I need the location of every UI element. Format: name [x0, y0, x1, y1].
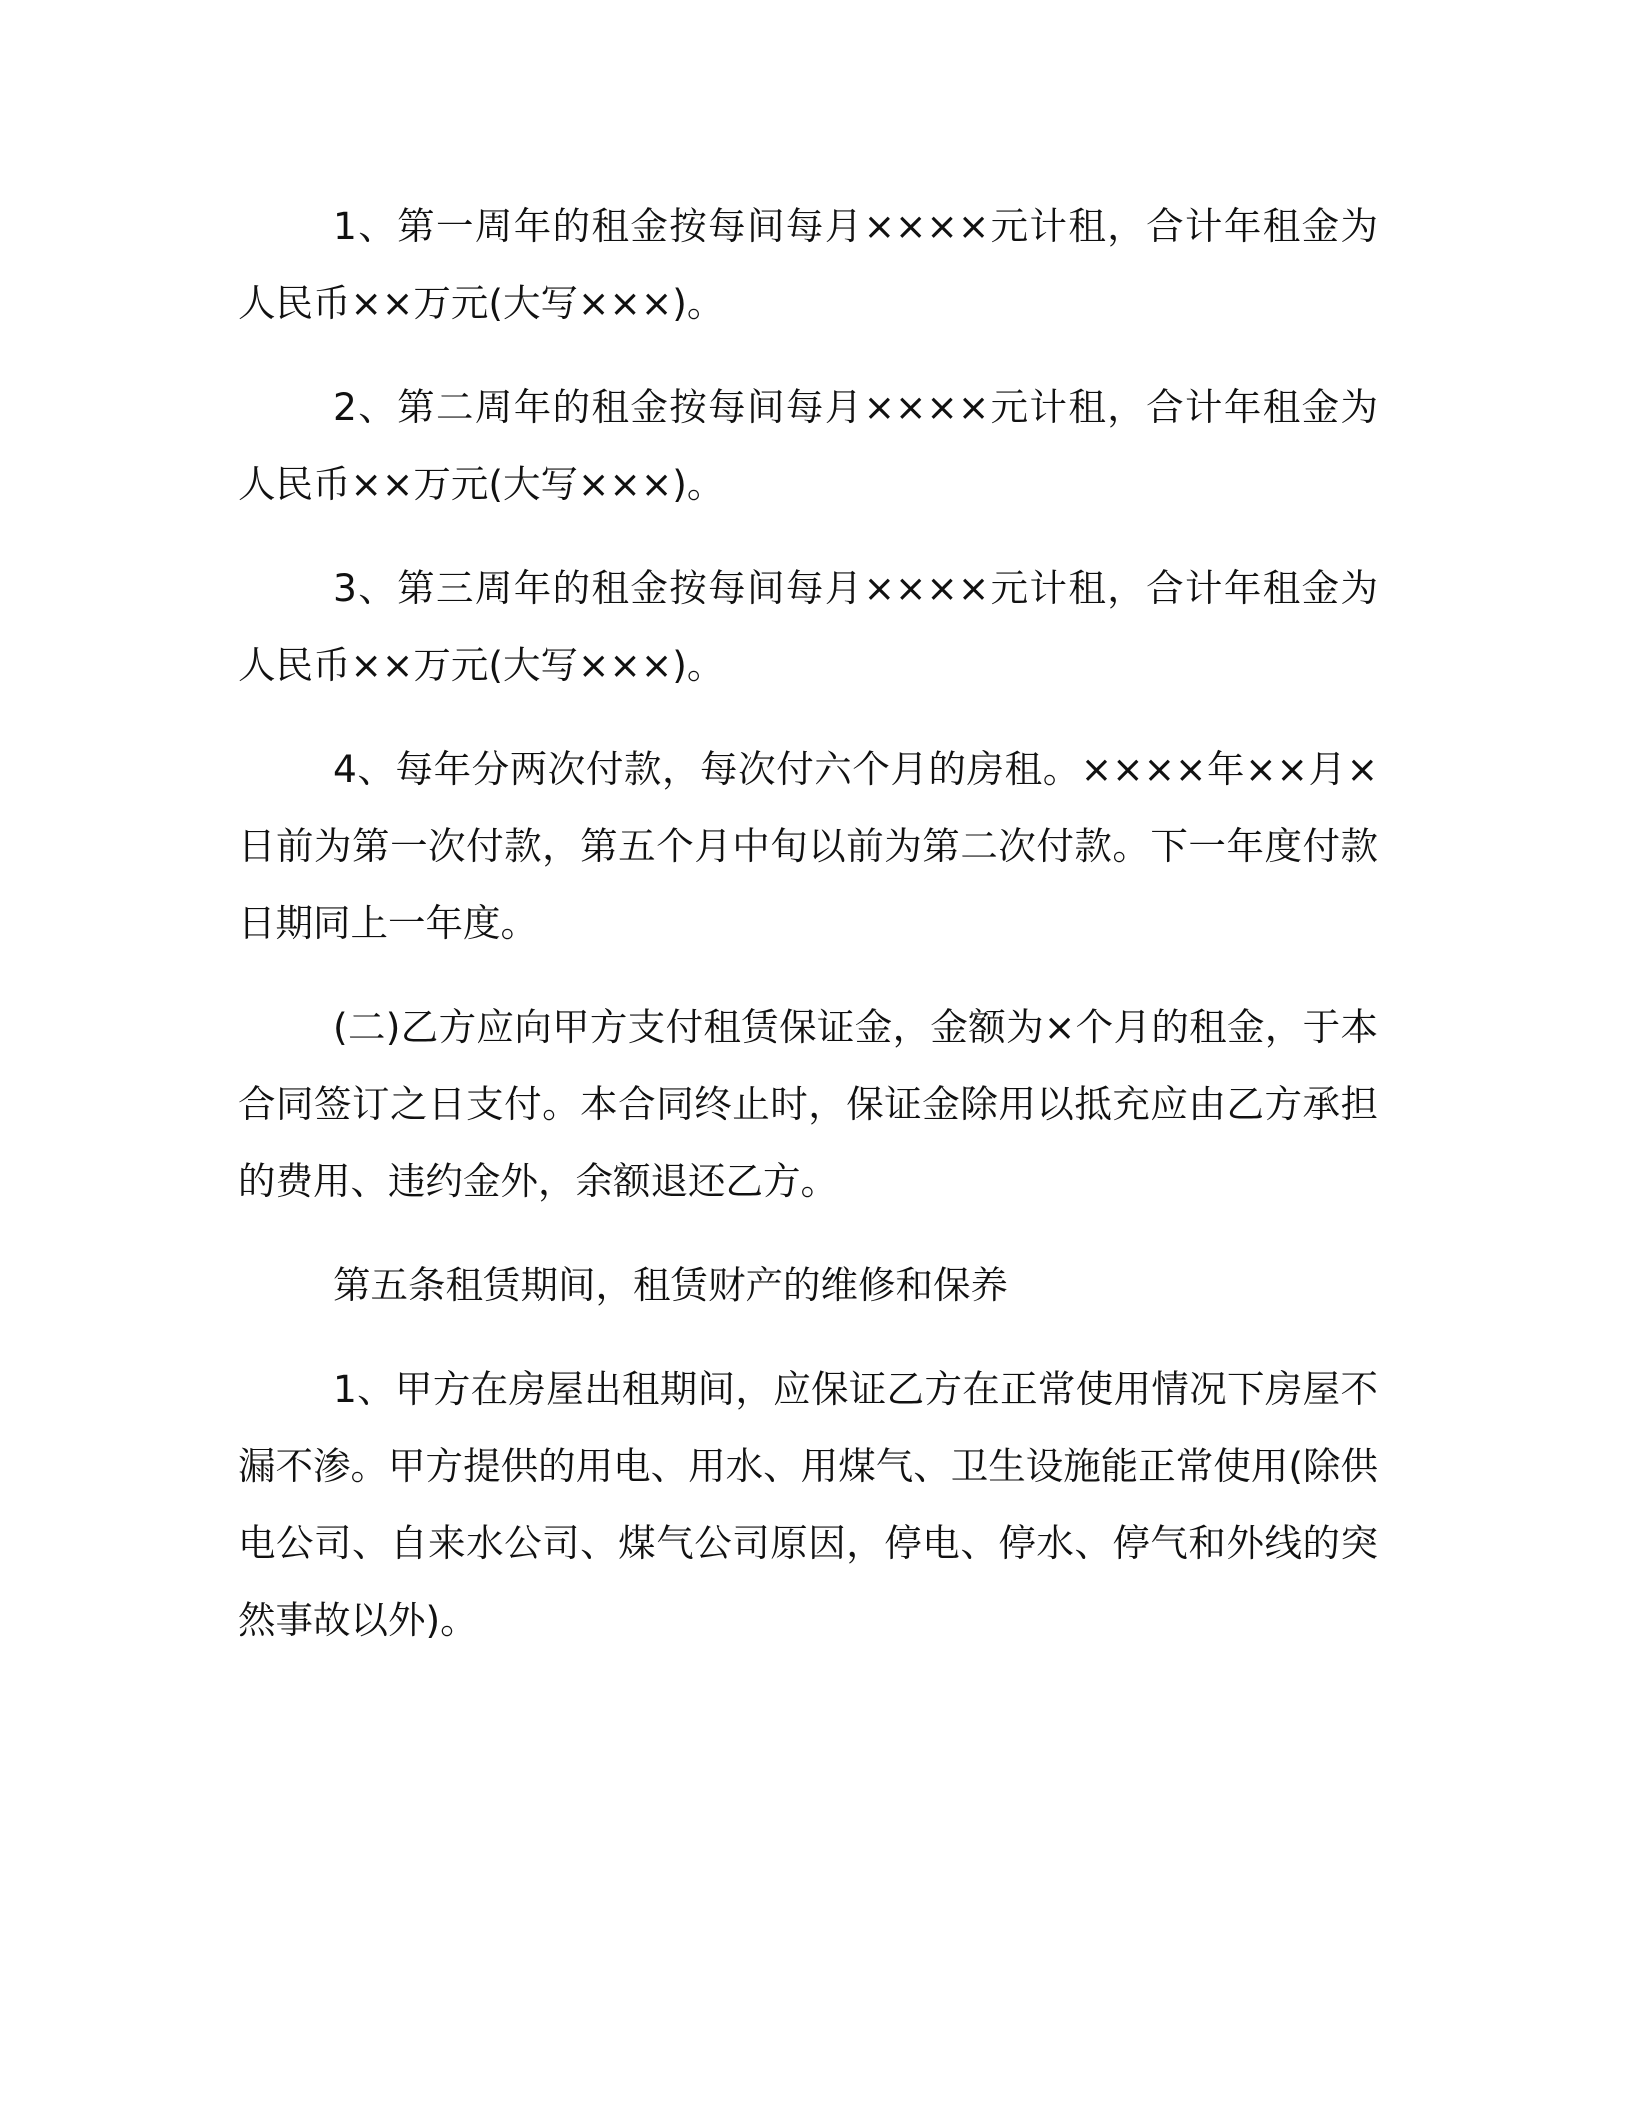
paragraph-security-deposit: (二)乙方应向甲方支付租赁保证金，金额为×个月的租金，于本合同签订之日支付。本合同终止时，保证金除用以抵充应由乙方承担的费用、违约金外，余额退还乙方。 — [238, 1005, 1378, 1203]
paragraph-rent-year-3: 3、第三周年的租金按每间每月××××元计租，合计年租金为人民币××万元(大写×××)。 — [238, 566, 1378, 687]
paragraph-rent-year-1: 1、第一周年的租金按每间每月××××元计租，合计年租金为人民币××万元(大写×××)。 — [238, 204, 1378, 325]
paragraph-payment-schedule: 4、每年分两次付款，每次付六个月的房租。××××年××月×日前为第一次付款，第五个月中旬以前为第二次付款。下一年度付款日期同上一年度。 — [238, 747, 1378, 945]
paragraph-rent-year-2: 2、第二周年的租金按每间每月××××元计租，合计年租金为人民币××万元(大写×××)。 — [238, 385, 1378, 506]
paragraph-landlord-obligations: 1、甲方在房屋出租期间，应保证乙方在正常使用情况下房屋不漏不渗。甲方提供的用电、用水、用煤气、卫生设施能正常使用(除供电公司、自来水公司、煤气公司原因，停电、停水、停气和外线的突然事故以外)。 — [238, 1367, 1378, 1642]
document-page — [238, 188, 1378, 1659]
section-heading-article-5: 第五条租赁期间，租赁财产的维修和保养 — [333, 1263, 1008, 1307]
